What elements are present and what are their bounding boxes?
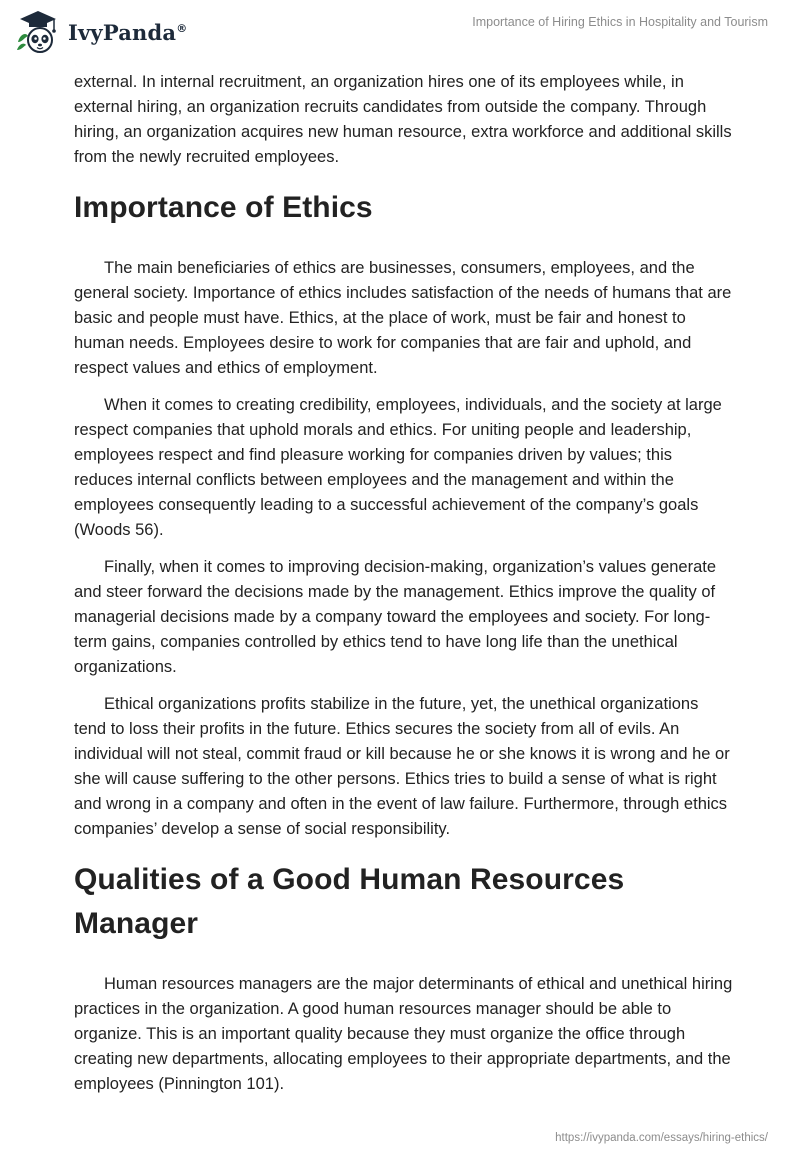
paragraph: The main beneficiaries of ethics are businesses, consumers, employees, and the general society. Importance of ethics includes satisfaction of the needs of humans that are basic and people must have. Ethics, at the place of work, must be fair and honest to human needs. Employees desire to work for companies that are fair and uphold, and respect values and ethics of employment. <box>74 259 732 377</box>
ivypanda-logo[interactable] <box>14 8 187 56</box>
essay-body <box>74 70 734 1109</box>
paragraph: Human resources managers are the major determinants of ethical and unethical hiring practices in the organization. A good human resources manager should be able to organize. This is an important quality because they must organize the office through creating new departments, allocating employees to their appropriate departments, and the employees (Pinnington 101). <box>74 975 733 1093</box>
section-heading-importance-of-ethics: Importance of Ethics <box>74 191 373 224</box>
paragraph: Finally, when it comes to improving decision-making, organization’s values generate and steer forward the decisions made by the management. Ethics improve the quality of managerial decisions made by a company toward the employees and society. For long-term gains, companies controlled by ethics tend to have long life than the unethical organizations. <box>74 558 717 676</box>
page-header <box>0 0 800 60</box>
paragraph: When it comes to creating credibility, employees, individuals, and the society at large respect companies that uphold morals and ethics. For uniting people and leadership, employees respect and find pleasure working for companies driven by values; this reduces internal conflicts between employees and the management and within the employees consequently leading to a successful achievement of the company’s goals (Woods 56). <box>74 396 722 539</box>
footer-url[interactable]: https://ivypanda.com/essays/hiring-ethics/ <box>555 1132 768 1144</box>
intro-paragraph: external. In internal recruitment, an organization hires one of its employees while, in external hiring, an organization recruits candidates from outside the company. Through hiring, an organization acquires new human resource, extra workforce and additional skills from the newly recruited employees. <box>74 73 732 166</box>
panda-graduate-icon <box>14 8 62 56</box>
registered-mark: ® <box>176 21 188 35</box>
paragraph: Ethical organizations profits stabilize in the future, yet, the unethical organizations tend to loss their profits in the future. Ethics secures the society from all of evils. An individual will not steal, commit fraud or kill because he or she knows it is wrong and he or she will cause suffering to the other persons. Ethics tries to build a sense of what is right and wrong in a company and often in the event of law failure. Furthermore, through ethics companies’ develop a sense of social responsibility. <box>74 695 730 838</box>
document-title: Importance of Hiring Ethics in Hospitality and Tourism <box>472 15 768 29</box>
section-heading-qualities-hr-manager: Qualities of a Good Human Resources Manager <box>74 863 625 940</box>
logo-text: IvyPanda® <box>68 19 188 45</box>
